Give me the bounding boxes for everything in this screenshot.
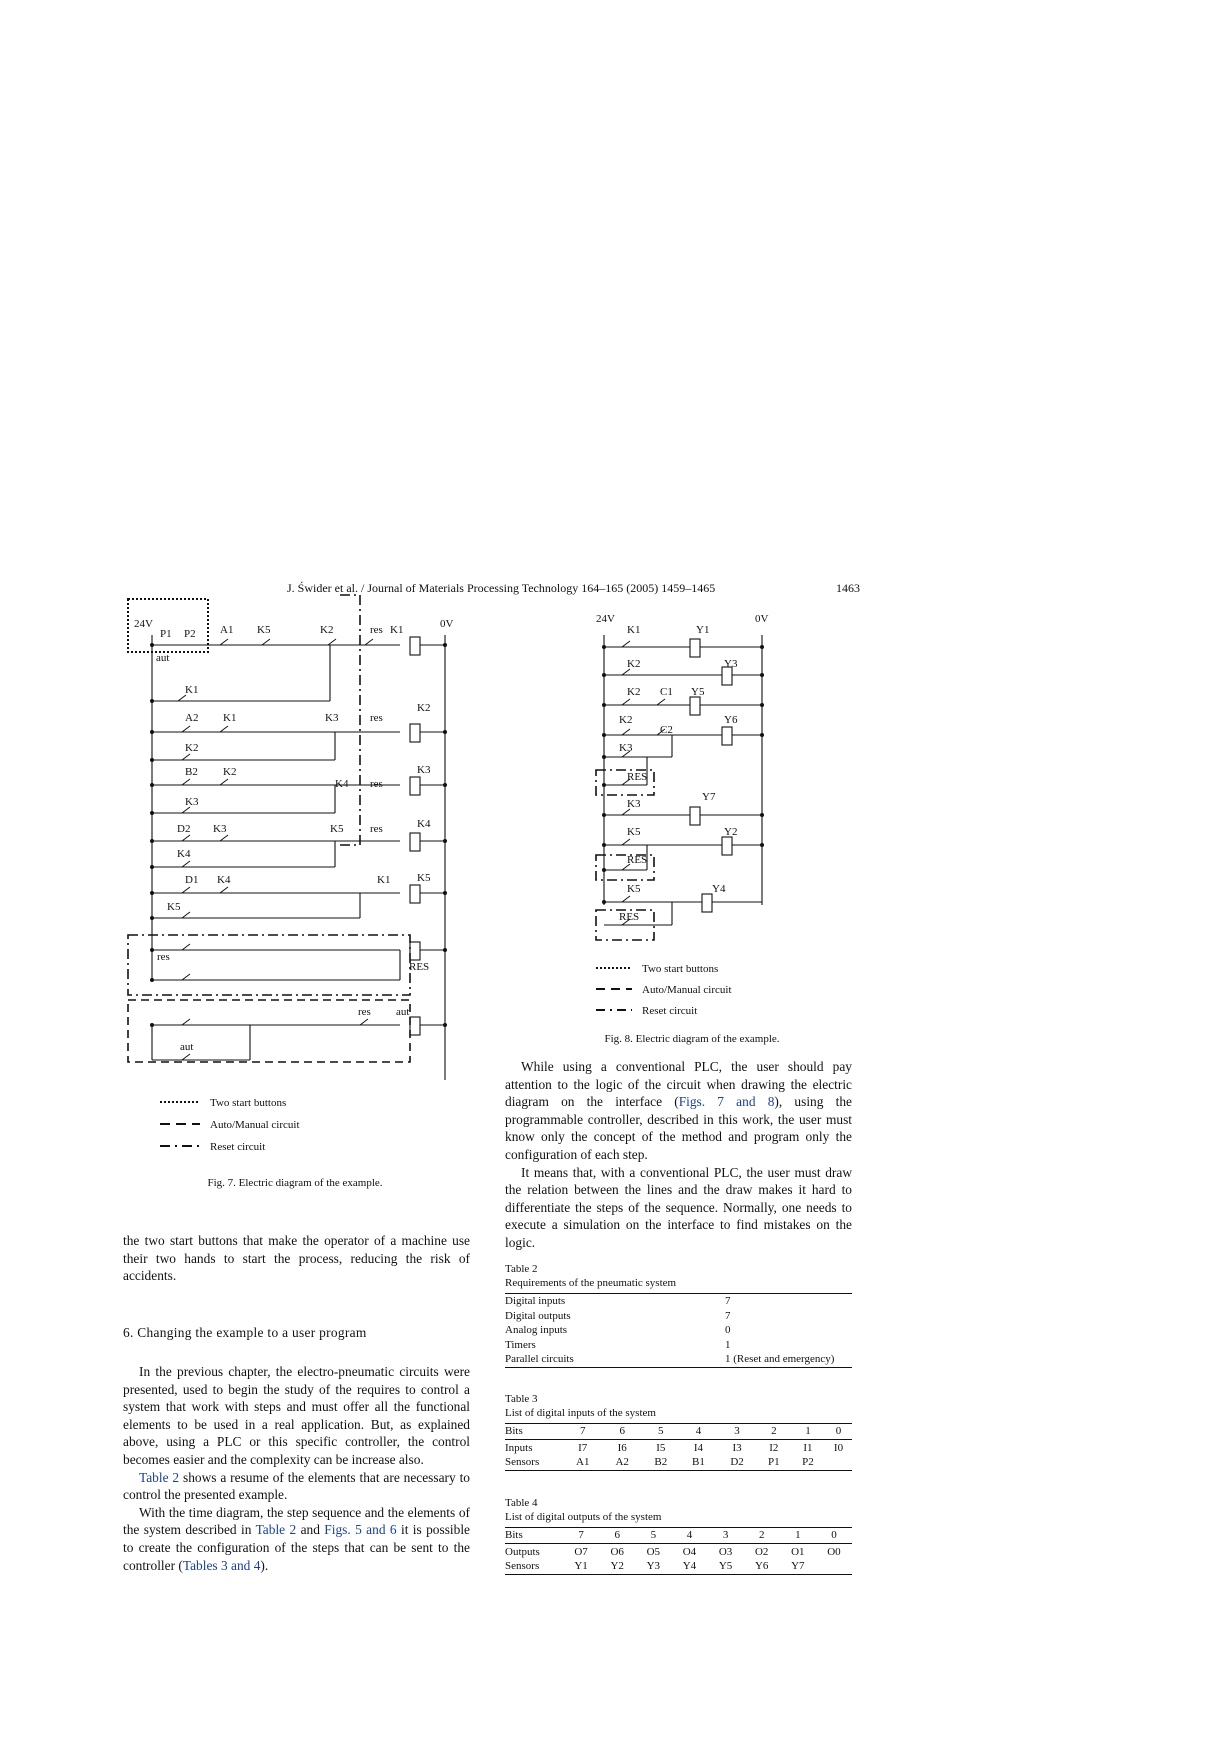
table-cell: O2: [744, 1543, 780, 1559]
table3-label: Table 3: [505, 1393, 538, 1405]
para3-text-b: and: [296, 1522, 325, 1538]
right-para1-text-b: ), using the programmable controller, described in this work, the user must know only the concept of the method and program only the configuration of each step.: [505, 1094, 852, 1162]
table-cell: 5: [650, 1529, 657, 1541]
table-3: [505, 1392, 852, 1471]
table-cell: 4: [686, 1529, 693, 1541]
right-para1-text-a: While using a conventional PLC, the user should pay attention to the logic of the circuit when drawing the electric diagram on the interface (: [505, 1059, 852, 1110]
fig7-label-k1coil: K1: [390, 624, 404, 636]
table-row: [505, 1424, 852, 1440]
section-heading: 6. Changing the example to a user program: [123, 1325, 367, 1340]
table-cell: O6: [599, 1543, 635, 1559]
figs-5-6-link[interactable]: Figs. 5 and 6: [324, 1522, 397, 1538]
fig7-label-k4b: K4: [177, 848, 191, 860]
table-cell: 4: [695, 1425, 702, 1437]
table-cell: Timers: [505, 1338, 536, 1351]
table-row: [505, 1294, 852, 1309]
para3-text-d: ).: [260, 1557, 269, 1573]
fig7-label-k4coil: K4: [417, 818, 431, 830]
fig7-caption: Fig. 7. Electric diagram of the example.: [207, 1177, 383, 1189]
para2-text: shows a resume of the elements that are necessary to control the presented example.: [123, 1469, 470, 1503]
table-cell: 0: [835, 1425, 842, 1437]
fig7-label-res5: res: [157, 951, 170, 963]
fig8-legend-two-start: Two start buttons: [642, 963, 719, 975]
fig7-label-res1: res: [370, 624, 383, 636]
table-row: [505, 1309, 852, 1324]
paragraph-continued: the two start buttons that make the operator of a machine use their two hands to start the process, reducing the risk of accidents.: [123, 1233, 470, 1284]
fig7-label-k3coil: K3: [417, 764, 431, 776]
para3-text-a: With the time diagram, the step sequence and the elements of the system described in: [123, 1504, 470, 1538]
table-cell: Digital outputs: [505, 1309, 571, 1322]
table2-link-2[interactable]: Table 2: [255, 1522, 297, 1538]
table2-label: Table 2: [505, 1263, 538, 1275]
fig8-label-c2: C2: [660, 724, 673, 736]
fig7-label-d1: D1: [185, 874, 199, 886]
table-cell: O7: [563, 1543, 599, 1559]
fig8-label-y3: Y3: [724, 658, 738, 670]
table-cell: Y5: [718, 1560, 733, 1573]
fig8-label-0v: 0V: [755, 613, 769, 625]
table-cell: Analog inputs: [505, 1324, 568, 1337]
fig7-label-b2: B2: [185, 766, 198, 778]
fig7-label-k3b: K3: [185, 796, 199, 808]
fig7-label-aut2: aut: [180, 1041, 194, 1053]
section-paragraph-2: [123, 1469, 470, 1504]
table-cell: I0: [825, 1439, 852, 1455]
fig7-label-d2: D2: [177, 823, 191, 835]
fig7-label-res4: res: [370, 823, 383, 835]
table-cell: 1: [805, 1425, 811, 1437]
fig7-label-a1: A1: [220, 624, 234, 636]
fig7-label-k5c: K5: [167, 901, 181, 913]
fig8-label-k5a: K5: [627, 826, 641, 838]
table-cell: 7: [579, 1425, 586, 1437]
fig8-label-k5b: K5: [627, 883, 641, 895]
fig7-label-24v: 24V: [134, 618, 153, 630]
table-cell: O1: [780, 1543, 816, 1559]
fig7-label-a2: A2: [185, 712, 199, 724]
fig7-label-rescoil: RES: [409, 961, 430, 973]
table-cell: 2: [758, 1529, 765, 1541]
table-cell: 7: [725, 1295, 731, 1307]
table-cell: O4: [671, 1543, 707, 1559]
table-cell: Inputs: [505, 1439, 563, 1455]
table-cell: P1: [768, 1456, 780, 1469]
fig7-label-k1a: K1: [185, 684, 199, 696]
table-cell: I3: [717, 1439, 756, 1455]
fig7-label-k3c: K3: [213, 823, 227, 835]
right-paragraph-1: [505, 1058, 852, 1164]
table-cell: P2: [802, 1456, 814, 1469]
fig8-label-y1: Y1: [696, 624, 710, 636]
table-cell: 0: [725, 1324, 731, 1337]
fig7-label-res2: res: [370, 712, 383, 724]
fig8-label-k2c: K2: [619, 714, 633, 726]
table-cell: I6: [602, 1439, 641, 1455]
table-cell: Y4: [682, 1560, 697, 1573]
table-2: [505, 1262, 852, 1368]
table-cell: [816, 1559, 852, 1574]
table-cell: Bits: [505, 1529, 523, 1541]
table-cell: Parallel circuits: [505, 1353, 574, 1366]
table-cell: I1: [791, 1439, 825, 1455]
table-cell: I7: [563, 1439, 602, 1455]
right-column: [505, 1058, 852, 1252]
fig7-label-0v: 0V: [440, 618, 454, 630]
fig7-legend-reset: Reset circuit: [210, 1141, 266, 1153]
fig7-label-k1b: K1: [223, 712, 237, 724]
table-cell: 0: [831, 1529, 837, 1541]
table2-link[interactable]: Table 2: [139, 1469, 180, 1485]
fig8-label-y6: Y6: [724, 714, 738, 726]
figure-8: [592, 605, 792, 1017]
table4-grid: [505, 1527, 852, 1575]
figure-8-diagram: [592, 605, 792, 1017]
table-cell: D2: [730, 1456, 744, 1469]
fig8-legend-reset: Reset circuit: [642, 1005, 698, 1017]
fig7-label-k2a: K2: [320, 624, 334, 636]
section-paragraph-1: In the previous chapter, the electro-pneumatic circuits were presented, used to begin the study of the requires to control a system that work with steps and must offer all the functional elements to be used in a real application. But, as explained above, using a PLC or this specific controller, the control becomes easier and the complexity can be increase also.: [123, 1364, 470, 1467]
table-row: [505, 1543, 852, 1559]
table-cell: Y2: [610, 1560, 624, 1573]
table2-title: Requirements of the pneumatic system: [505, 1277, 677, 1289]
fig7-legend-two-start: Two start buttons: [210, 1097, 287, 1109]
fig7-label-autcoil: aut: [396, 1006, 410, 1018]
table-cell: Sensors: [505, 1456, 540, 1469]
table-cell: Bits: [505, 1425, 523, 1437]
fig8-label-y7: Y7: [702, 791, 716, 803]
fig7-label-k2b: K2: [185, 742, 199, 754]
fig7-label-res6: res: [358, 1006, 371, 1018]
fig7-label-k1c: K1: [377, 874, 391, 886]
table-cell: 3: [734, 1425, 740, 1437]
table-cell: Sensors: [505, 1560, 540, 1573]
table-cell: A1: [576, 1456, 590, 1469]
table-row: [505, 1338, 852, 1353]
fig7-label-k2c: K2: [223, 766, 237, 778]
figure-7: [120, 605, 470, 1190]
table2-grid: [505, 1293, 852, 1368]
table-4: [505, 1496, 852, 1575]
fig8-label-y5: Y5: [691, 686, 705, 698]
table-cell: A2: [615, 1456, 629, 1469]
fig8-label-c1: C1: [660, 686, 673, 698]
table-cell: Outputs: [505, 1543, 563, 1559]
table-cell: Y7: [791, 1560, 805, 1573]
table-cell: O3: [708, 1543, 744, 1559]
fig7-label-k2coil: K2: [417, 702, 431, 714]
fig8-label-24v: 24V: [596, 613, 615, 625]
table-cell: O5: [635, 1543, 671, 1559]
figs-7-8-link[interactable]: Figs. 7 and 8: [678, 1094, 775, 1110]
table-cell: Digital inputs: [505, 1295, 566, 1307]
table4-label: Table 4: [505, 1497, 538, 1509]
running-title: J. Świder et al. / Journal of Materials Processing Technology 164–165 (2005) 1459–1465: [287, 581, 716, 595]
fig8-label-y2: Y2: [724, 826, 738, 838]
table-cell: 7: [725, 1309, 731, 1322]
table-cell: Y3: [646, 1560, 661, 1573]
fig8-label-k1: K1: [627, 624, 641, 636]
fig8-label-y4: Y4: [712, 883, 726, 895]
fig8-label-k3b: K3: [627, 798, 641, 810]
table-cell: 5: [658, 1425, 664, 1437]
fig8-label-k3a: K3: [619, 742, 633, 754]
fig7-label-k5a: K5: [257, 624, 271, 636]
table3-title: List of digital inputs of the system: [505, 1407, 656, 1419]
section-paragraph-3: [123, 1504, 470, 1574]
table-cell: 1: [725, 1338, 731, 1351]
left-column: [123, 1232, 470, 1285]
fig7-label-p2: P2: [184, 628, 196, 640]
table-cell: 6: [619, 1425, 625, 1437]
table-cell: B2: [654, 1456, 668, 1469]
table4-title: List of digital outputs of the system: [505, 1511, 662, 1523]
fig7-label-k5coil: K5: [417, 872, 431, 884]
table-cell: Y6: [754, 1560, 769, 1573]
table-row: [505, 1352, 852, 1367]
fig7-label-k5b: K5: [330, 823, 344, 835]
table-cell: O0: [816, 1543, 852, 1559]
table3-grid: [505, 1423, 852, 1471]
fig8-label-res2: RES: [627, 854, 648, 866]
table-cell: 7: [578, 1529, 584, 1541]
fig7-label-k4a: K4: [335, 778, 349, 790]
table-cell: 1: [795, 1529, 801, 1541]
table-cell: I5: [642, 1439, 680, 1455]
table-cell: 6: [614, 1529, 620, 1541]
fig7-label-k3a: K3: [325, 712, 339, 724]
fig8-label-res3: RES: [619, 911, 640, 923]
table-row: [505, 1528, 852, 1544]
table-cell: B1: [692, 1456, 705, 1469]
table-cell: Y1: [574, 1560, 588, 1573]
table-row: [505, 1559, 852, 1574]
table-cell: 2: [771, 1425, 777, 1437]
page-number: 1463: [836, 581, 860, 595]
fig7-label-res3: res: [370, 778, 383, 790]
table-cell: 3: [722, 1529, 729, 1541]
fig7-legend-auto-manual: Auto/Manual circuit: [210, 1119, 300, 1131]
fig8-label-k2b: K2: [627, 686, 641, 698]
fig7-label-k4c: K4: [217, 874, 231, 886]
table-cell: 1 (Reset and emergency): [725, 1353, 835, 1366]
figure-7-diagram: [120, 605, 470, 1190]
table-cell: [825, 1455, 852, 1470]
fig8-legend-auto-manual: Auto/Manual circuit: [642, 984, 732, 996]
fig8-caption: Fig. 8. Electric diagram of the example.: [604, 1033, 780, 1045]
para3-text-c: it is possible to create the configuration of the steps that can be sent to the controller (: [123, 1522, 470, 1573]
table-cell: I4: [680, 1439, 718, 1455]
table-row: [505, 1439, 852, 1455]
fig7-label-p1: P1: [160, 628, 172, 640]
tables-3-4-link[interactable]: Tables 3 and 4: [182, 1557, 261, 1573]
fig8-label-k2a: K2: [627, 658, 641, 670]
fig7-label-aut1: aut: [156, 652, 170, 664]
right-paragraph-2: It means that, with a conventional PLC, the user must draw the relation between the lines and the draw makes it hard to differentiate the steps of the sequence. Normally, one needs to execute a simulation on the interface to find mistakes on the logic.: [505, 1164, 852, 1250]
table-cell: I2: [757, 1439, 791, 1455]
fig8-label-res1: RES: [627, 771, 648, 783]
section-body: [123, 1363, 470, 1574]
table-row: [505, 1323, 852, 1338]
table-row: [505, 1455, 852, 1470]
